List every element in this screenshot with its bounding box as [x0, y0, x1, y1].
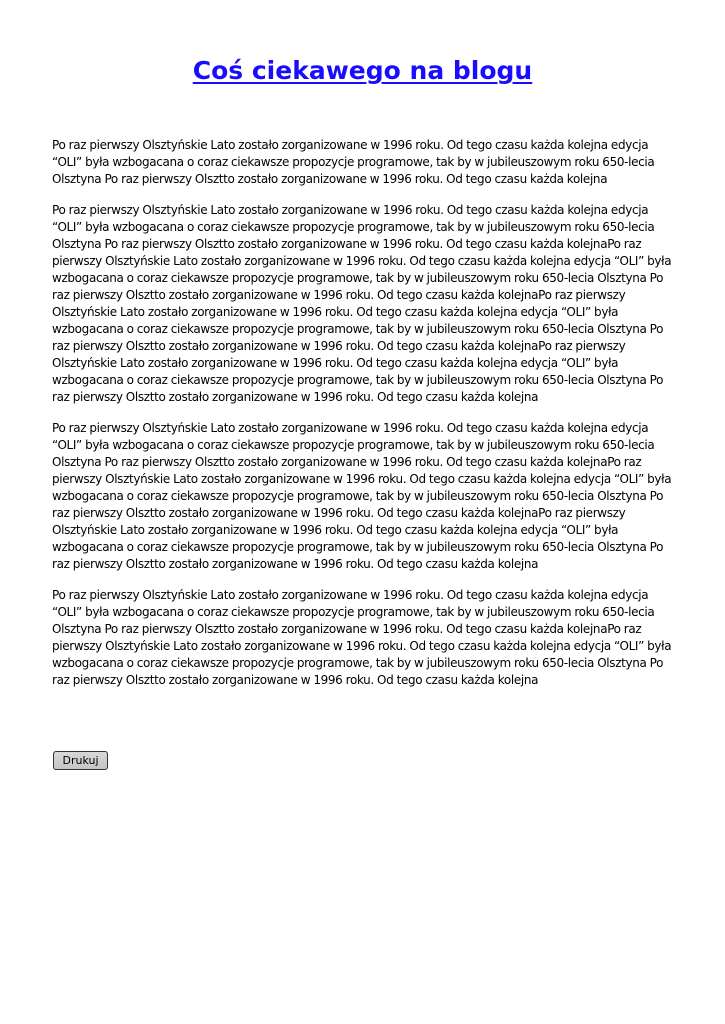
- title-container: [0, 56, 725, 85]
- article-body: [52, 137, 678, 703]
- page-title-link[interactable]: Coś ciekawego na blogu: [192, 56, 533, 85]
- paragraph-2: Po raz pierwszy Olsztyńskie Lato zostało zorganizowane w 1996 roku. Od tego czasu każda kolejna edycja “OLI” była wzbogacana o coraz ciekawsze propozycje programowe, tak by w jubileuszowym roku 650-lecia Olsztyna Po raz pierwszy Olsztto zostało zorganizowane w 1996 roku. Od tego czasu każda kolejnaPo raz pierwszy Olsztyńskie Lato zostało zorganizowane w 1996 roku. Od tego czasu każda kolejna edycja “OLI” była wzbogacana o coraz ciekawsze propozycje programowe, tak by w jubileuszowym roku 650-lecia Olsztyna Po raz pierwszy Olsztto zostało zorganizowane w 1996 roku. Od tego czasu każda kolejnaPo raz pierwszy Olsztyńskie Lato zostało zorganizowane w 1996 roku. Od tego czasu każda kolejna edycja “OLI” była wzbogacana o coraz ciekawsze propozycje programowe, tak by w jubileuszowym roku 650-lecia Olsztyna Po raz pierwszy Olsztto zostało zorganizowane w 1996 roku. Od tego czasu każda kolejnaPo raz pierwszy Olsztyńskie Lato zostało zorganizowane w 1996 roku. Od tego czasu każda kolejna edycja “OLI” była wzbogacana o coraz ciekawsze propozycje programowe, tak by w jubileuszowym roku 650-lecia Olsztyna Po raz pierwszy Olsztto zostało zorganizowane w 1996 roku. Od tego czasu każda kolejna: [52, 203, 672, 404]
- paragraph-4: Po raz pierwszy Olsztyńskie Lato zostało zorganizowane w 1996 roku. Od tego czasu każda kolejna edycja “OLI” była wzbogacana o coraz ciekawsze propozycje programowe, tak by w jubileuszowym roku 650-lecia Olsztyna Po raz pierwszy Olsztto zostało zorganizowane w 1996 roku. Od tego czasu każda kolejnaPo raz pierwszy Olsztyńskie Lato zostało zorganizowane w 1996 roku. Od tego czasu każda kolejna edycja “OLI” była wzbogacana o coraz ciekawsze propozycje programowe, tak by w jubileuszowym roku 650-lecia Olsztyna Po raz pierwszy Olsztto zostało zorganizowane w 1996 roku. Od tego czasu każda kolejna: [52, 588, 672, 687]
- print-button[interactable]: Drukuj: [53, 751, 108, 770]
- paragraph-3: Po raz pierwszy Olsztyńskie Lato zostało zorganizowane w 1996 roku. Od tego czasu każda kolejna edycja “OLI” była wzbogacana o coraz ciekawsze propozycje programowe, tak by w jubileuszowym roku 650-lecia Olsztyna Po raz pierwszy Olsztto zostało zorganizowane w 1996 roku. Od tego czasu każda kolejnaPo raz pierwszy Olsztyńskie Lato zostało zorganizowane w 1996 roku. Od tego czasu każda kolejna edycja “OLI” była wzbogacana o coraz ciekawsze propozycje programowe, tak by w jubileuszowym roku 650-lecia Olsztyna Po raz pierwszy Olsztto zostało zorganizowane w 1996 roku. Od tego czasu każda kolejnaPo raz pierwszy Olsztyńskie Lato zostało zorganizowane w 1996 roku. Od tego czasu każda kolejna edycja “OLI” była wzbogacana o coraz ciekawsze propozycje programowe, tak by w jubileuszowym roku 650-lecia Olsztyna Po raz pierwszy Olsztto zostało zorganizowane w 1996 roku. Od tego czasu każda kolejna: [52, 421, 672, 571]
- paragraph-1: Po raz pierwszy Olsztyńskie Lato zostało zorganizowane w 1996 roku. Od tego czasu każda kolejna edycja “OLI” była wzbogacana o coraz ciekawsze propozycje programowe, tak by w jubileuszowym roku 650-lecia Olsztyna Po raz pierwszy Olsztto zostało zorganizowane w 1996 roku. Od tego czasu każda kolejna: [52, 138, 655, 186]
